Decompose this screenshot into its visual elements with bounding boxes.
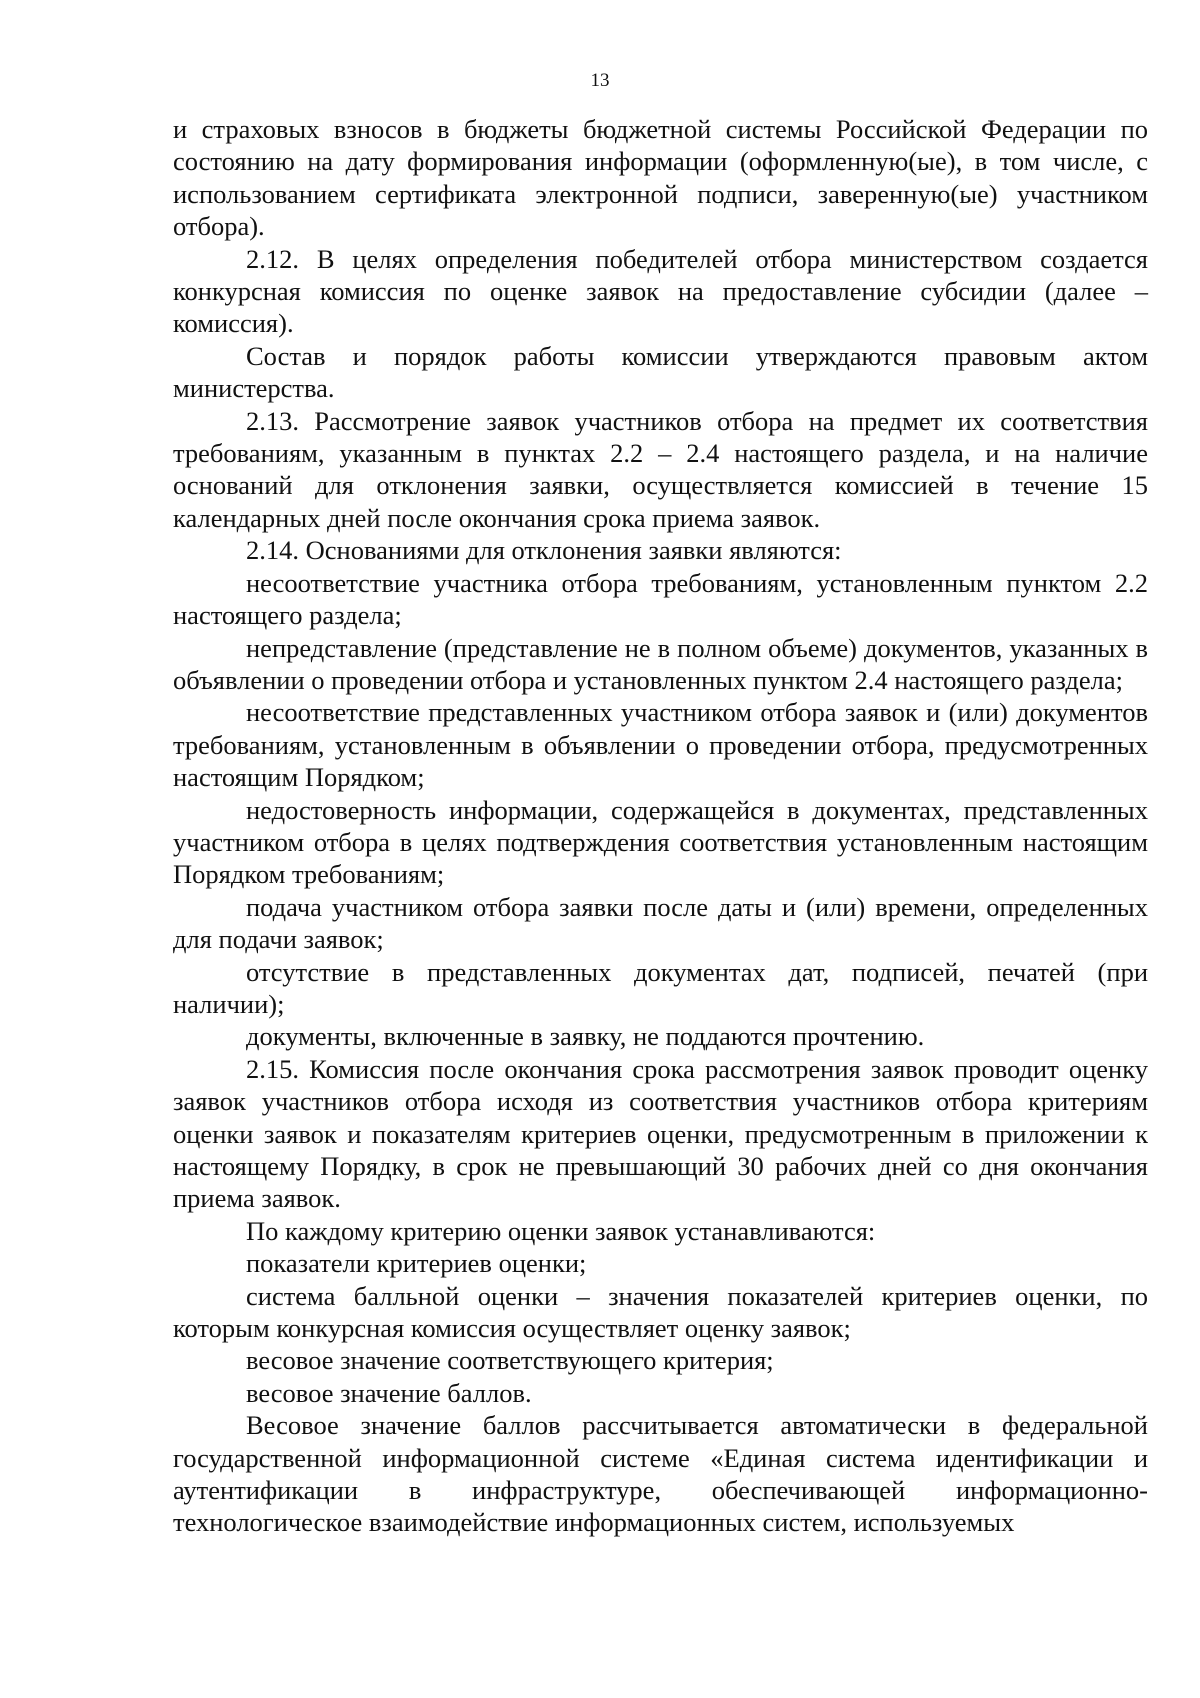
paragraph: 2.14. Основаниями для отклонения заявки являются: <box>246 535 842 566</box>
paragraph: отсутствие в представленных документах дат, подписей, печатей (при наличии); <box>173 956 1148 1019</box>
paragraph: Весовое значение баллов рассчитывается автоматически в федеральной государственной информационной системе «Единая система идентификации и аутентификации в инфраструктуре, обеспечивающей информационно-технологическое взаимодействие информационных систем, используемых <box>173 1410 1148 1538</box>
paragraph: 2.13. Рассмотрение заявок участников отбора на предмет их соответствия требованиям, указанным в пунктах 2.2 – 2.4 настоящего раздела, и на наличие оснований для отклонения заявки, осуществляется комиссией в течение 15 календарных дней после окончания срока приема заявок. <box>173 405 1148 533</box>
page-number: 13 <box>590 70 610 91</box>
paragraph: и страховых взносов в бюджеты бюджетной системы Российской Федерации по состоянию на дату формирования информации (оформленную(ые), в том числе, с использованием сертификата электронной подписи, заверенную(ые) участником отбора). <box>173 114 1148 242</box>
paragraph: несоответствие участника отбора требованиям, установленным пунктом 2.2 настоящего раздела; <box>173 567 1148 631</box>
paragraph: недостоверность информации, содержащейся в документах, представленных участником отбора в целях подтверждения соответствия установленным настоящим Порядком требованиям; <box>173 794 1148 890</box>
paragraph: 2.15. Комиссия после окончания срока рассмотрения заявок проводит оценку заявок участников отбора исходя из соответствия участников отбора критериям оценки заявок и показателям критериев оценки, предусмотренным в приложении к настоящему Порядку, в срок не превышающий 30 рабочих дней со дня окончания приема заявок. <box>173 1053 1148 1214</box>
paragraph: документы, включенные в заявку, не поддаются прочтению. <box>246 1021 925 1052</box>
document-body <box>173 113 1148 1539</box>
paragraph: система балльной оценки – значения показателей критериев оценки, по которым конкурсная комиссия осуществляет оценку заявок; <box>173 1280 1148 1344</box>
paragraph: По каждому критерию оценки заявок устанавливаются: <box>246 1215 876 1246</box>
paragraph: показатели критериев оценки; <box>246 1248 587 1279</box>
paragraph: непредставление (представление не в полном объеме) документов, указанных в объявлении о проведении отбора и установленных пунктом 2.4 настоящего раздела; <box>173 632 1148 695</box>
paragraph: весовое значение соответствующего критерия; <box>246 1345 774 1376</box>
paragraph: Состав и порядок работы комиссии утверждаются правовым актом министерства. <box>173 340 1148 404</box>
paragraph: несоответствие представленных участником отбора заявок и (или) документов требованиям, установленным в объявлении о проведении отбора, предусмотренных настоящим Порядком; <box>173 697 1148 793</box>
paragraph: 2.12. В целях определения победителей отбора министерством создается конкурсная комиссия по оценке заявок на предоставление субсидии (далее – комиссия). <box>173 243 1148 339</box>
paragraph: подача участником отбора заявки после даты и (или) времени, определенных для подачи заявок; <box>173 891 1148 955</box>
paragraph: весовое значение баллов. <box>246 1377 532 1408</box>
